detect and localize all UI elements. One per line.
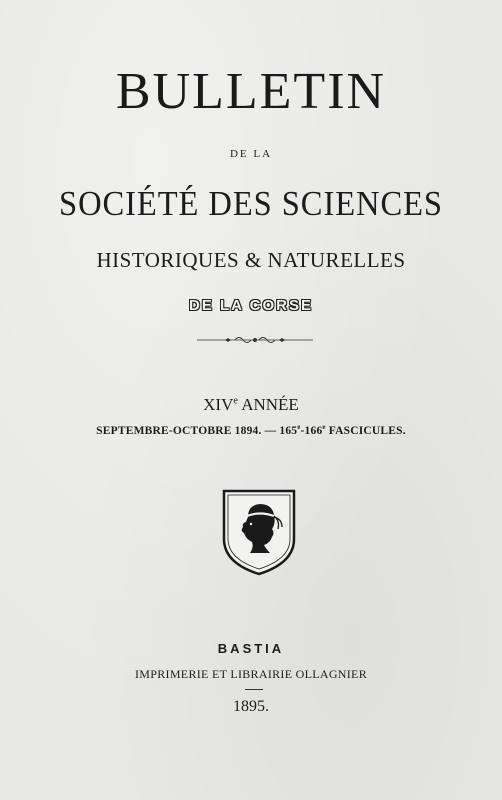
year-number: XIV	[203, 395, 234, 414]
year-suffix: e	[233, 395, 238, 407]
moor-head-crest-icon	[220, 487, 298, 577]
ornament-divider	[195, 333, 315, 347]
society-subtitle: HISTORIQUES & NATURELLES	[96, 248, 406, 272]
short-rule	[245, 689, 263, 690]
publication-year: 1895.	[233, 698, 269, 715]
connector-de-la: DE LA	[229, 148, 273, 160]
bulletin-title: BULLETIN	[115, 63, 387, 120]
fasc-mid: -166	[300, 425, 323, 437]
issue-fascicules-line	[0, 423, 502, 439]
fasc-label: FASCICULES.	[328, 425, 406, 437]
fasc-sup-1: e	[297, 424, 301, 432]
issue-period: SEPTEMBRE-OCTOBRE 1894. — 165	[96, 425, 298, 437]
publisher-name: IMPRIMERIE ET LIBRAIRIE OLLAGNIER	[135, 667, 367, 681]
fasc-sup-2: e	[322, 424, 326, 432]
year-label: ANNÉE	[241, 395, 299, 414]
society-name: SOCIÉTÉ DES SCIENCES	[59, 184, 443, 223]
year-of-publication-line	[0, 394, 502, 416]
city-name: BASTIA	[217, 641, 285, 656]
region-name: DE LA CORSE	[189, 297, 313, 314]
